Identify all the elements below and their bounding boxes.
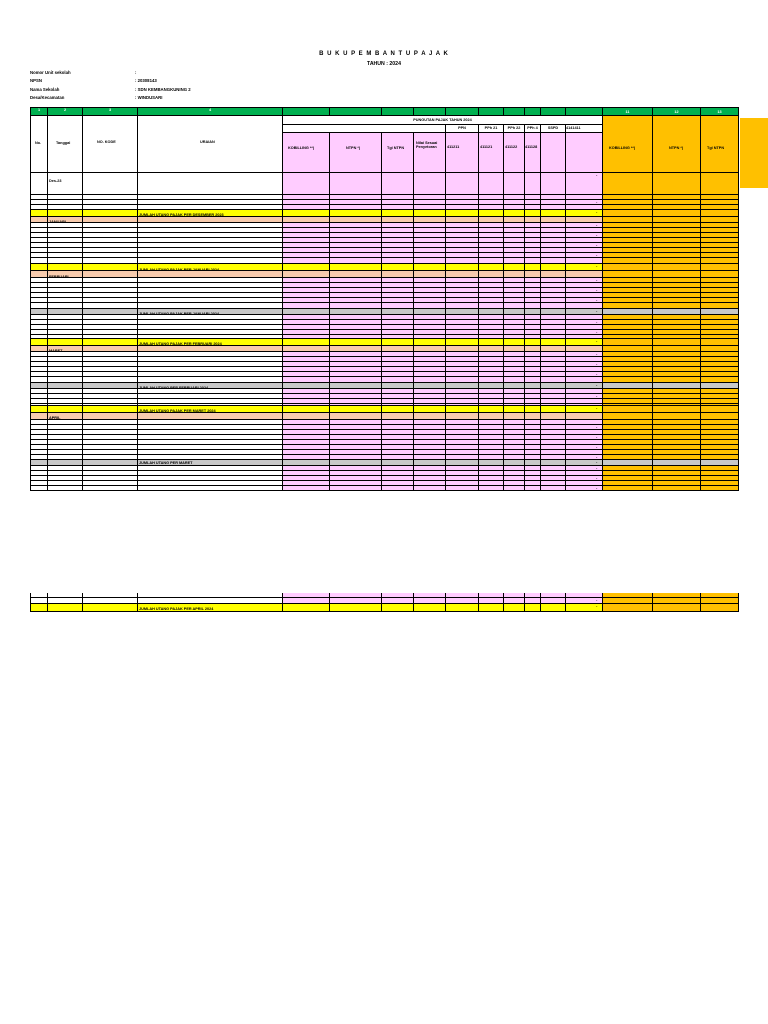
ledger-cell	[504, 413, 525, 420]
ledger-cell	[525, 413, 541, 420]
row-januari: JANUARI	[49, 220, 66, 224]
ledger-cell	[446, 406, 479, 413]
dash-marker: -	[596, 263, 598, 268]
header-kobilling-cell	[283, 133, 330, 173]
row-jml-feb: JUMLAH UTANG PAJAK PER FEBRUARI 2024	[139, 342, 222, 346]
ledger-cell	[566, 413, 603, 420]
ledger-cell	[414, 271, 446, 278]
row-jml-mar: JUMLAH UTANG PAJAK PER MARET 2024	[139, 409, 216, 413]
ledger-cell	[701, 413, 739, 420]
dash-marker: -	[596, 371, 598, 376]
ledger-cell	[414, 413, 446, 420]
ledger-cell	[446, 413, 479, 420]
ledger-cell	[83, 604, 138, 612]
ledger-cell	[83, 173, 138, 195]
ledger-cell	[330, 173, 382, 195]
ledger-cell	[525, 173, 541, 195]
ledger-cell	[541, 264, 566, 271]
header-right-ntpn-cell	[653, 116, 701, 173]
col-num-6	[330, 107, 382, 116]
dash-marker: -	[596, 465, 598, 470]
col-num-4: 4	[138, 107, 283, 116]
header-nilai: Nilai Sesuai Penyetoran	[416, 141, 438, 150]
ledger-cell	[504, 604, 525, 612]
ledger-cell	[382, 339, 414, 346]
dash-marker: -	[596, 338, 598, 343]
dash-marker: -	[596, 424, 598, 429]
ledger-cell	[283, 210, 330, 217]
ledger-cell	[30, 604, 48, 612]
ledger-cell	[414, 210, 446, 217]
header-ntpn-cell	[330, 133, 382, 173]
row-jml-des: JUMLAH UTANG PAJAK PER DESEMBER 2023	[139, 213, 224, 217]
dash-marker: -	[596, 405, 598, 410]
ledger-cell	[382, 264, 414, 271]
ledger-cell	[701, 339, 739, 346]
dash-marker: -	[596, 277, 598, 282]
ledger-cell	[283, 604, 330, 612]
ledger-cell	[504, 406, 525, 413]
ledger-cell	[414, 604, 446, 612]
row-jml-jan2: JUMLAH UTANG PAJAK PER JANUARI 2024	[139, 312, 220, 316]
dash-marker: -	[596, 603, 598, 608]
ledger-cell	[525, 406, 541, 413]
header-kode-cell	[83, 116, 138, 173]
header-right-tgl: Tgl NTPN	[707, 146, 725, 150]
dash-marker: -	[596, 172, 598, 177]
dash-marker: -	[596, 475, 598, 480]
info-value-npsn: : 20308143	[135, 78, 157, 83]
ledger-cell	[330, 406, 382, 413]
ledger-cell	[479, 406, 504, 413]
ledger-cell	[83, 486, 138, 491]
ledger-cell	[603, 604, 653, 612]
ledger-cell	[566, 604, 603, 612]
ledger-cell	[83, 339, 138, 346]
ledger-cell	[330, 271, 382, 278]
ledger-cell	[566, 406, 603, 413]
ledger-cell	[30, 271, 48, 278]
ledger-cell	[541, 210, 566, 217]
dash-marker: -	[596, 444, 598, 449]
tax-ledger-table	[30, 107, 740, 617]
ledger-cell	[701, 604, 739, 612]
ledger-cell	[48, 486, 83, 491]
ledger-cell	[283, 339, 330, 346]
col-num-10e	[566, 107, 603, 116]
header-kode: NO. KODE	[97, 140, 116, 144]
dash-marker: -	[596, 454, 598, 459]
ledger-cell	[30, 173, 48, 195]
ledger-cell	[83, 264, 138, 271]
header-right-kobilling-cell	[603, 116, 653, 173]
ledger-cell	[525, 486, 541, 491]
ledger-cell	[446, 271, 479, 278]
ledger-cell	[283, 413, 330, 420]
ledger-cell	[382, 173, 414, 195]
header-tanggal: Tanggal	[56, 141, 71, 145]
ledger-cell	[30, 339, 48, 346]
ledger-cell	[382, 210, 414, 217]
dash-marker: -	[596, 329, 598, 334]
ledger-cell	[566, 210, 603, 217]
ledger-cell	[48, 406, 83, 413]
col-num-10b	[504, 107, 525, 116]
ledger-cell	[446, 604, 479, 612]
ledger-cell	[446, 339, 479, 346]
ledger-cell	[138, 413, 283, 420]
col-num-10	[479, 107, 504, 116]
ledger-cell	[330, 413, 382, 420]
col-num-13: 13	[701, 107, 739, 116]
dash-marker: -	[596, 361, 598, 366]
ledger-cell	[653, 406, 701, 413]
ledger-cell	[653, 264, 701, 271]
ledger-cell	[566, 486, 603, 491]
header-no-cell	[30, 116, 48, 173]
col-num-11: 11	[603, 107, 653, 116]
header-tgl-cell	[382, 133, 414, 173]
ledger-cell	[479, 271, 504, 278]
ledger-cell	[603, 264, 653, 271]
ledger-cell	[479, 210, 504, 217]
header-kobilling: KOBILLING **)	[288, 146, 315, 150]
row-jml-apr: JUMLAH UTANG PAJAK PER APRIL 2024	[139, 607, 214, 611]
row-jml-feb2: JUMLAH UTANG PER FEBRUARI 2024	[139, 386, 209, 390]
ledger-cell	[479, 173, 504, 195]
ledger-cell	[83, 406, 138, 413]
dash-marker: -	[596, 287, 598, 292]
ledger-cell	[603, 271, 653, 278]
header-code-pph21: 411121	[480, 145, 493, 149]
row-februari: FEBRUARI	[49, 275, 69, 279]
ledger-cell	[30, 264, 48, 271]
header-code-ppn-cell	[446, 133, 479, 173]
ledger-cell	[414, 173, 446, 195]
ledger-cell	[48, 210, 83, 217]
header-code-ppn: 411211	[447, 145, 460, 149]
header-pph22: PPh 22	[504, 125, 525, 133]
ledger-cell	[330, 264, 382, 271]
ledger-cell	[30, 486, 48, 491]
ledger-cell	[701, 264, 739, 271]
ledger-cell	[414, 486, 446, 491]
ledger-cell	[653, 339, 701, 346]
ledger-cell	[566, 173, 603, 195]
dash-marker: -	[596, 351, 598, 356]
ledger-cell	[603, 486, 653, 491]
ledger-cell	[525, 210, 541, 217]
ledger-cell	[701, 486, 739, 491]
ledger-cell	[30, 406, 48, 413]
dash-marker: -	[596, 222, 598, 227]
ledger-cell	[566, 264, 603, 271]
col-num-8	[414, 107, 446, 116]
info-label-npsn: NPSN	[30, 78, 42, 83]
ledger-cell	[479, 486, 504, 491]
header-empty-b	[566, 133, 603, 173]
ledger-cell	[330, 210, 382, 217]
header-code-pph4: 411128	[525, 145, 538, 149]
ledger-cell	[138, 486, 283, 491]
ledger-cell	[504, 271, 525, 278]
ledger-cell	[138, 271, 283, 278]
header-empty-a	[541, 133, 566, 173]
row-maret: MARET	[49, 349, 63, 353]
ledger-cell	[30, 413, 48, 420]
header-no: No.	[35, 141, 42, 145]
info-label-school: Nama Sekolah	[30, 87, 60, 92]
ledger-cell	[382, 486, 414, 491]
ledger-cell	[504, 173, 525, 195]
ledger-cell	[541, 413, 566, 420]
header-code-pph22-cell	[504, 133, 525, 173]
info-value-school: : SDN KEMBANGKUNING 2	[135, 87, 191, 92]
info-label-nus: Nomor Unit sekolah	[30, 70, 71, 75]
dash-marker: -	[596, 199, 598, 204]
ledger-cell	[701, 210, 739, 217]
dash-marker: -	[596, 485, 598, 490]
ledger-cell	[283, 271, 330, 278]
ledger-cell	[504, 210, 525, 217]
ledger-cell	[541, 339, 566, 346]
ledger-cell	[653, 173, 701, 195]
ledger-cell	[479, 264, 504, 271]
ledger-cell	[603, 210, 653, 217]
ledger-cell	[330, 604, 382, 612]
ledger-cell	[48, 339, 83, 346]
dash-marker: -	[596, 393, 598, 398]
row-jml-jan: JUMLAH UTANG PAJAK PER JANUARI 2024	[139, 268, 220, 272]
dash-marker: -	[596, 319, 598, 324]
ledger-cell	[701, 406, 739, 413]
ledger-cell	[566, 339, 603, 346]
ledger-cell	[48, 173, 83, 195]
page-title: B U K U P E M B A N T U P A J A K	[319, 51, 449, 57]
dash-marker: -	[596, 382, 598, 387]
col-num-2: 2	[48, 107, 83, 116]
ledger-cell	[525, 604, 541, 612]
header-tgl: Tgl NTPN	[387, 146, 405, 150]
ledger-cell	[525, 339, 541, 346]
ledger-cell	[653, 486, 701, 491]
ledger-cell	[330, 486, 382, 491]
header-pph4: PPh 4	[525, 125, 541, 133]
ledger-cell	[701, 173, 739, 195]
ledger-cell	[283, 486, 330, 491]
ledger-cell	[446, 210, 479, 217]
ledger-cell	[446, 486, 479, 491]
ledger-cell	[653, 210, 701, 217]
dash-marker: -	[596, 297, 598, 302]
col-num-12: 12	[653, 107, 701, 116]
header-tanggal-cell	[48, 116, 83, 173]
dash-marker: -	[596, 232, 598, 237]
header-sspd-code: 4141411	[566, 125, 603, 133]
side-tab	[740, 118, 768, 188]
header-uraian-cell	[138, 116, 283, 173]
header-right-ntpn: NTPN *)	[669, 146, 684, 150]
ledger-cell	[653, 271, 701, 278]
info-label-village: Desa/Kecamatan	[30, 95, 65, 100]
dash-marker: -	[596, 434, 598, 439]
header-uraian: URAIAN	[200, 140, 215, 144]
dash-marker: -	[596, 242, 598, 247]
ledger-cell	[504, 264, 525, 271]
ledger-cell	[382, 271, 414, 278]
ledger-cell	[48, 604, 83, 612]
ledger-cell	[414, 339, 446, 346]
ledger-cell	[541, 406, 566, 413]
ledger-cell	[566, 271, 603, 278]
col-num-3: 3	[83, 107, 138, 116]
header-ppn: PPN	[446, 125, 479, 133]
row-des-label: Des-23	[49, 179, 62, 183]
header-code-pph21-cell	[479, 133, 504, 173]
ledger-cell	[541, 271, 566, 278]
dash-marker: -	[596, 252, 598, 257]
ledger-cell	[83, 413, 138, 420]
ledger-cell	[283, 173, 330, 195]
ledger-cell	[138, 173, 283, 195]
ledger-cell	[603, 173, 653, 195]
ledger-cell	[541, 486, 566, 491]
ledger-cell	[382, 413, 414, 420]
ledger-cell	[525, 264, 541, 271]
ledger-cell	[283, 264, 330, 271]
dash-marker: -	[596, 308, 598, 313]
ledger-cell	[479, 413, 504, 420]
header-pph21: PPh 21	[479, 125, 504, 133]
ledger-cell	[48, 264, 83, 271]
ledger-cell	[83, 210, 138, 217]
info-value-nus: :	[135, 70, 137, 75]
ledger-cell	[603, 406, 653, 413]
col-num-1: 1	[30, 107, 48, 116]
ledger-cell	[30, 210, 48, 217]
ledger-cell	[701, 271, 739, 278]
ledger-cell	[504, 486, 525, 491]
header-code-pph22: 411122	[505, 145, 518, 149]
info-value-village: : WINDUSARI	[135, 95, 163, 100]
dash-marker: -	[596, 459, 598, 464]
row-jml-mar2: JUMLAH UTANG PER MARET	[139, 461, 193, 465]
header-right-tgl-cell	[701, 116, 739, 173]
ledger-cell	[525, 271, 541, 278]
ledger-cell	[504, 339, 525, 346]
col-num-10c	[525, 107, 541, 116]
header-sspd: SSPD	[541, 125, 566, 133]
ledger-cell	[479, 604, 504, 612]
ledger-cell	[446, 264, 479, 271]
ledger-cell	[382, 604, 414, 612]
ledger-cell	[382, 406, 414, 413]
header-code-pph4-cell	[525, 133, 541, 173]
header-nilai-cell	[414, 133, 446, 173]
ledger-cell	[283, 406, 330, 413]
header-right-kobilling: KOBILLING **)	[609, 146, 636, 150]
dash-marker: -	[596, 209, 598, 214]
ledger-cell	[414, 406, 446, 413]
header-group: PUNGUTAN PAJAK TAHUN 2024	[283, 116, 603, 125]
col-num-9	[446, 107, 479, 116]
ledger-cell	[479, 339, 504, 346]
ledger-cell	[653, 413, 701, 420]
header-ntpn: NTPN *)	[346, 146, 361, 150]
ledger-cell	[330, 339, 382, 346]
ledger-cell	[541, 604, 566, 612]
ledger-cell	[603, 339, 653, 346]
header-blank-sub	[283, 125, 446, 133]
ledger-cell	[446, 173, 479, 195]
col-num-5	[283, 107, 330, 116]
row-april: APRIL	[49, 416, 61, 420]
ledger-cell	[414, 264, 446, 271]
col-num-7	[382, 107, 414, 116]
dash-marker: -	[596, 597, 598, 602]
ledger-cell	[603, 413, 653, 420]
ledger-cell	[83, 271, 138, 278]
page-year: TAHUN : 2024	[367, 61, 401, 67]
ledger-cell	[541, 173, 566, 195]
ledger-cell	[653, 604, 701, 612]
col-num-10d	[541, 107, 566, 116]
